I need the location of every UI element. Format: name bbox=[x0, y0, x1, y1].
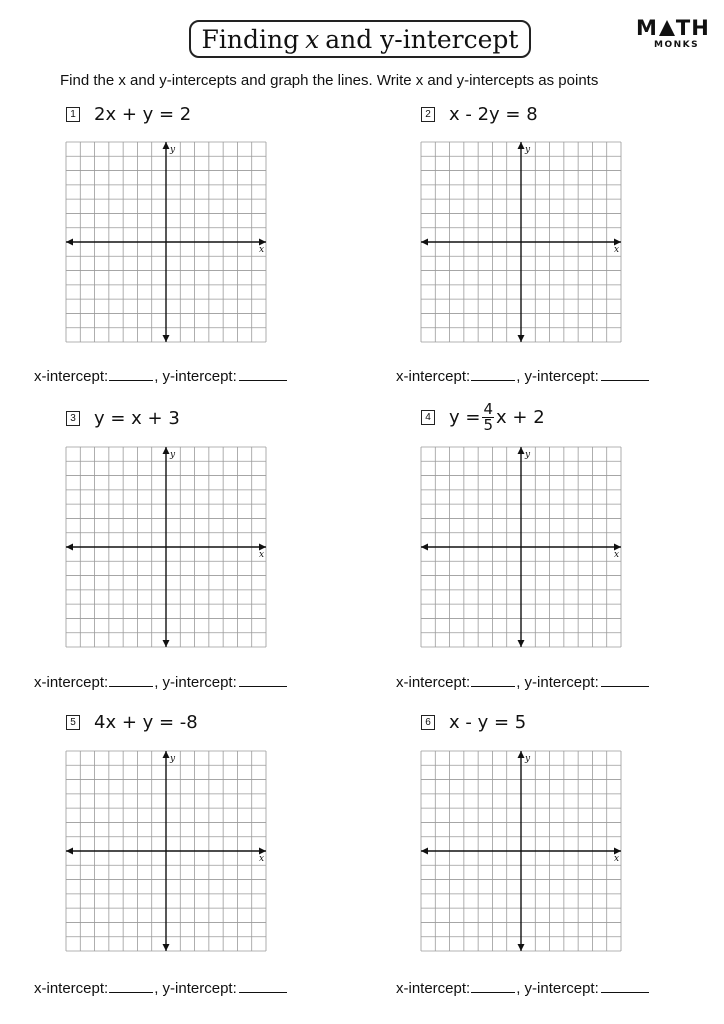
coordinate-grid[interactable] bbox=[64, 140, 268, 344]
title-variable: x bbox=[305, 24, 320, 54]
problem-equation: 4x + y = -8 bbox=[94, 712, 198, 733]
x-intercept-blank[interactable] bbox=[109, 379, 153, 381]
coordinate-grid[interactable] bbox=[419, 140, 623, 344]
problem-3 bbox=[66, 408, 180, 429]
x-intercept-label: x-intercept: bbox=[34, 674, 109, 691]
triangle-icon bbox=[659, 20, 675, 36]
coordinate-grid[interactable] bbox=[64, 749, 268, 953]
x-axis-arrow-left bbox=[421, 848, 428, 855]
logo-wordmark: M TH bbox=[636, 16, 710, 40]
y-axis-arrow-up bbox=[163, 142, 170, 149]
fraction bbox=[482, 402, 494, 433]
y-intercept-label: y-intercept: bbox=[524, 674, 599, 691]
answer-line: x-intercept: , y-intercept: bbox=[396, 368, 649, 385]
x-axis-label: x bbox=[614, 854, 620, 864]
problem-number: 4 bbox=[421, 410, 435, 425]
title-prefix: Finding bbox=[201, 24, 300, 54]
problem-2 bbox=[421, 104, 538, 125]
title-suffix: and y-intercept bbox=[325, 24, 519, 54]
equation-prefix: y = bbox=[449, 407, 481, 428]
y-intercept-blank[interactable] bbox=[601, 991, 649, 993]
x-intercept-blank[interactable] bbox=[471, 379, 515, 381]
fraction-numerator: 4 bbox=[483, 400, 494, 418]
x-intercept-blank[interactable] bbox=[471, 685, 515, 687]
problem-equation: 2x + y = 2 bbox=[94, 104, 192, 125]
fraction-denominator: 5 bbox=[483, 416, 494, 434]
y-axis-label: y bbox=[525, 450, 531, 460]
y-axis-arrow-down bbox=[518, 640, 525, 647]
y-intercept-blank[interactable] bbox=[601, 379, 649, 381]
x-axis-arrow-left bbox=[421, 544, 428, 551]
problem-equation: x - 2y = 8 bbox=[449, 104, 538, 125]
y-axis-arrow-down bbox=[518, 944, 525, 951]
answer-line: x-intercept: , y-intercept: bbox=[396, 674, 649, 691]
problem-1 bbox=[66, 104, 191, 125]
coordinate-grid[interactable] bbox=[64, 445, 268, 649]
x-intercept-label: x-intercept: bbox=[396, 368, 471, 385]
y-intercept-blank[interactable] bbox=[601, 685, 649, 687]
answer-line: x-intercept: , y-intercept: bbox=[34, 980, 287, 997]
logo-subtitle: MONKS bbox=[654, 40, 700, 50]
y-axis-arrow-up bbox=[518, 447, 525, 454]
worksheet-title bbox=[189, 20, 531, 58]
problem-4 bbox=[421, 402, 545, 433]
coordinate-grid[interactable] bbox=[419, 749, 623, 953]
problem-number: 5 bbox=[66, 715, 80, 730]
problem-6 bbox=[421, 712, 526, 733]
y-intercept-label: y-intercept: bbox=[524, 980, 599, 997]
problem-number: 6 bbox=[421, 715, 435, 730]
x-intercept-label: x-intercept: bbox=[34, 980, 109, 997]
answer-line: x-intercept: , y-intercept: bbox=[34, 674, 287, 691]
instructions: Find the x and y-intercepts and graph the lines. Write x and y-intercepts as points bbox=[60, 72, 599, 89]
y-axis-arrow-up bbox=[518, 751, 525, 758]
x-intercept-label: x-intercept: bbox=[396, 674, 471, 691]
x-axis-label: x bbox=[614, 245, 620, 255]
x-axis-arrow-left bbox=[66, 544, 73, 551]
problem-number: 2 bbox=[421, 107, 435, 122]
x-axis-label: x bbox=[259, 550, 265, 560]
y-axis-arrow-down bbox=[163, 640, 170, 647]
y-axis-arrow-up bbox=[163, 447, 170, 454]
x-intercept-blank[interactable] bbox=[471, 991, 515, 993]
x-axis-arrow-left bbox=[66, 239, 73, 246]
y-intercept-label: y-intercept: bbox=[162, 980, 237, 997]
x-axis-label: x bbox=[259, 854, 265, 864]
y-intercept-label: y-intercept: bbox=[162, 368, 237, 385]
problem-equation: x - y = 5 bbox=[449, 712, 527, 733]
y-intercept-label: y-intercept: bbox=[162, 674, 237, 691]
x-axis-arrow-left bbox=[421, 239, 428, 246]
x-axis-arrow-left bbox=[66, 848, 73, 855]
y-axis-arrow-up bbox=[518, 142, 525, 149]
y-axis-label: y bbox=[525, 145, 531, 155]
coordinate-grid[interactable] bbox=[419, 445, 623, 649]
problem-number: 3 bbox=[66, 411, 80, 426]
y-intercept-blank[interactable] bbox=[239, 685, 287, 687]
x-intercept-blank[interactable] bbox=[109, 685, 153, 687]
x-intercept-label: x-intercept: bbox=[34, 368, 109, 385]
answer-line: x-intercept: , y-intercept: bbox=[396, 980, 649, 997]
problem-number: 1 bbox=[66, 107, 80, 122]
y-axis-label: y bbox=[170, 754, 176, 764]
y-axis-label: y bbox=[525, 754, 531, 764]
answer-line: x-intercept: , y-intercept: bbox=[34, 368, 287, 385]
y-axis-label: y bbox=[170, 450, 176, 460]
problem-5 bbox=[66, 712, 198, 733]
problem-equation: y = x + 3 bbox=[94, 408, 180, 429]
y-axis-label: y bbox=[170, 145, 176, 155]
x-axis-label: x bbox=[614, 550, 620, 560]
x-intercept-blank[interactable] bbox=[109, 991, 153, 993]
y-axis-arrow-down bbox=[518, 335, 525, 342]
math-monks-logo bbox=[636, 17, 710, 57]
x-axis-label: x bbox=[259, 245, 265, 255]
x-intercept-label: x-intercept: bbox=[396, 980, 471, 997]
y-intercept-blank[interactable] bbox=[239, 991, 287, 993]
y-intercept-blank[interactable] bbox=[239, 379, 287, 381]
y-axis-arrow-down bbox=[163, 335, 170, 342]
y-axis-arrow-down bbox=[163, 944, 170, 951]
equation-suffix: x + 2 bbox=[496, 407, 545, 428]
y-intercept-label: y-intercept: bbox=[524, 368, 599, 385]
y-axis-arrow-up bbox=[163, 751, 170, 758]
